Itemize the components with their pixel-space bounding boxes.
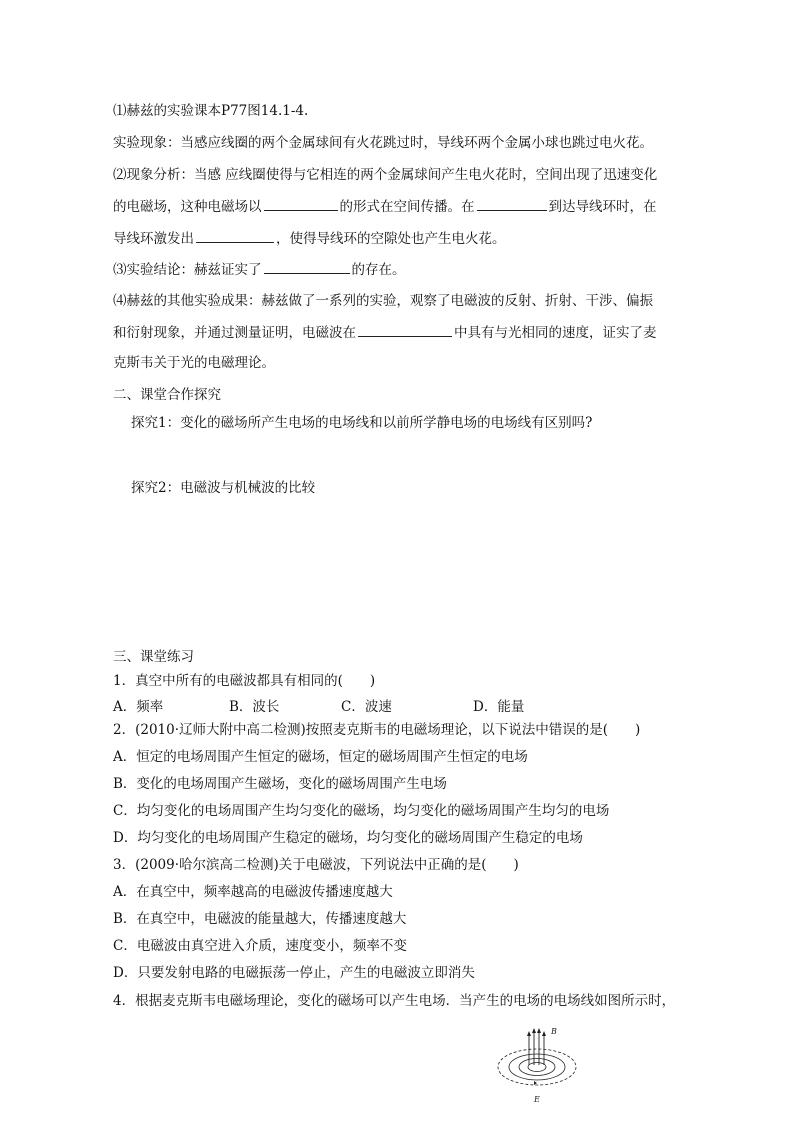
question-2-option-d: D．均匀变化的电场周围产生稳定的磁场，均匀变化的磁场周围产生稳定的电场 [113, 830, 583, 846]
explore-2: 探究2：电磁波与机械波的比较 [131, 480, 316, 496]
fill-blank [264, 259, 350, 274]
label-e: E [534, 1095, 540, 1104]
text-segment: ⑶实验结论：赫兹证实了 [113, 262, 262, 278]
option-a: A．频率 [113, 699, 164, 715]
question-3: 3．(2009·哈尔滨高二检测)关于电磁波，下列说法中正确的是( ) [113, 857, 519, 873]
question-2-option-b: B．变化的电场周围产生磁场，变化的磁场周围产生电场 [113, 776, 447, 792]
question-4: 4．根据麦克斯韦电磁场理论，变化的磁场可以产生电场．当产生的电场的电场线如图所示时， [113, 993, 676, 1009]
option-b: B．波长 [229, 699, 280, 715]
fill-blank [264, 196, 338, 211]
option-d: D．能量 [473, 699, 525, 715]
magnetic-field-lines [529, 1032, 544, 1065]
field-line-outer [498, 1049, 576, 1085]
question-2-option-c: C．均匀变化的电场周围产生均匀变化的磁场，均匀变化的磁场周围产生均匀的电场 [113, 803, 610, 819]
explore-1: 探究1：变化的磁场所产生电场的电场线和以前所学静电场的电场线有区别吗? [131, 415, 593, 431]
option-c: C．波速 [341, 699, 392, 715]
para-phenomenon: 实验现象：当感应线圈的两个金属球间有火花跳过时，导线环两个金属小球也跳过电火花。 [113, 135, 653, 151]
field-line-inner [519, 1059, 555, 1076]
question-2-option-a: A．恒定的电场周围产生恒定的磁场，恒定的磁场周围产生恒定的电场 [113, 749, 528, 765]
section-heading-2: 二、课堂合作探究 [113, 387, 221, 403]
text-segment: 中具有与光相同的速度，证实了麦 [454, 325, 657, 341]
para-analysis-line1: ⑵现象分析：当感 应线圈使得与它相连的两个金属球间产生电火花时，空间出现了迅速变化 [113, 167, 658, 183]
section-heading-3: 三、课堂练习 [113, 649, 194, 665]
text-segment: 导线环激发出 [113, 231, 194, 247]
fill-blank [358, 322, 452, 337]
para-analysis-line3 [113, 228, 506, 249]
question-1-options [113, 697, 524, 717]
text-segment: 到达导线环时，在 [548, 199, 657, 215]
text-segment: ，使得导线环的空隙处也产生电火花。 [276, 231, 506, 247]
text-segment: 和衍射现象，并通过测量证明，电磁波在 [113, 325, 356, 341]
para-hertz-experiment: ⑴赫兹的实验课本P77图14.1-4. [113, 103, 309, 119]
para-other-results-line1: ⑷赫兹的其他实验成果：赫兹做了一系列的实验，观察了电磁波的反射、折射、干涉、偏振 [113, 293, 653, 309]
para-analysis-line2 [113, 196, 657, 217]
arrowheads [527, 1028, 546, 1085]
para-conclusion [113, 259, 406, 280]
field-line-core [528, 1063, 546, 1072]
question-3-option-d: D．只要发射电路的电磁振荡一停止，产生的电磁波立即消失 [113, 965, 475, 981]
question-3-option-b: B．在真空中，电磁波的能量越大，传播速度越大 [113, 911, 407, 927]
fill-blank [477, 196, 547, 211]
text-segment: 的存在。 [351, 262, 406, 278]
question-3-option-c: C．电磁波由真空进入介质，速度变小，频率不变 [113, 938, 407, 954]
question-1: 1．真空中所有的电磁波都具有相同的( ) [113, 673, 376, 689]
para-other-results-line2 [113, 322, 657, 343]
question-2: 2．(2010·辽师大附中高二检测)按照麦克斯韦的电磁场理论，以下说法中错误的是( ) [113, 722, 641, 738]
field-line-middle [509, 1054, 565, 1080]
text-segment: 的电磁场，这种电磁场以 [113, 199, 262, 215]
electric-field-figure [495, 1025, 585, 1107]
text-segment: 的形式在空间传播。在 [339, 199, 475, 215]
question-3-option-a: A．在真空中，频率越高的电磁波传播速度越大 [113, 884, 393, 900]
label-b: B [551, 1027, 557, 1036]
fill-blank [196, 228, 274, 243]
para-other-results-line3: 克斯韦关于光的电磁理论。 [113, 355, 275, 371]
